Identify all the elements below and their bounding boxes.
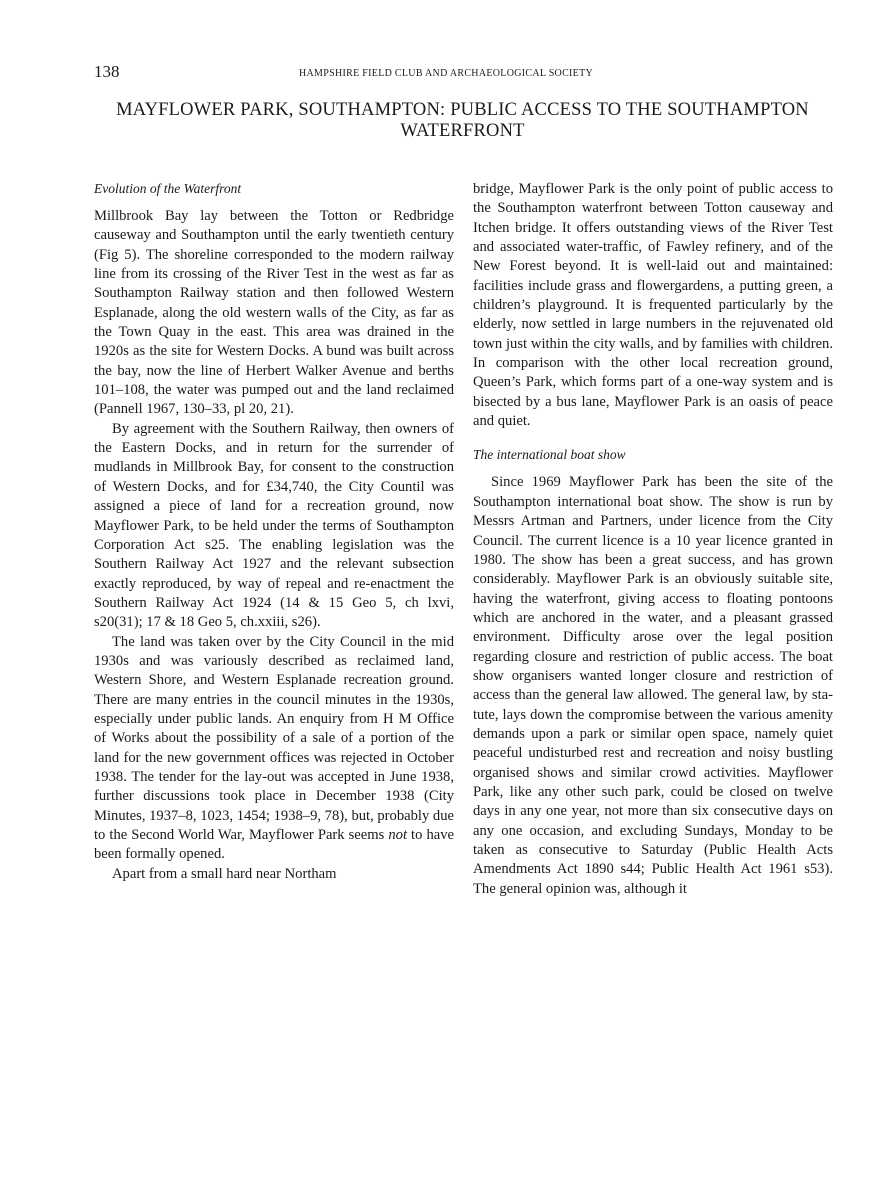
page-number: 138 bbox=[94, 62, 120, 81]
paragraph: Apart from a small hard near Northam bbox=[112, 865, 337, 882]
paragraph: Millbrook Bay lay between the Totton or Redbridge causeway and Southampton until the early twentieth century (Fig 5). The shoreline corresponded to the modern railway line from its crossing of the River Test in the west as far as Southampton Railway station and then followed Western Esplanade, along the old western walls of the City, as far as the Town Quay in the east. This area was drained in the 1920s as the site for Western Docks. A bund was built across the bay, now the line of Herbert Walker Avenue and berths 101–108, the water was pumped out and the land reclaimed (Pannell 1967, 130–33, pl 20, 21). bbox=[94, 208, 454, 418]
running-head: HAMPSHIRE FIELD CLUB AND ARCHAEOLOGICAL SOCIETY bbox=[299, 68, 594, 79]
article-title: MAYFLOWER PARK, SOUTHAMPTON: PUBLIC ACCESS TO THE SOUTHAMPTON WATERFRONT bbox=[116, 100, 809, 141]
paragraph-text: The land was taken over by the City Council in the mid 1930s and was variously described as reclaimed land, Western Shore, and Western Esplanade recreation ground. There are many entries in the council minutes in the 1930s, especially under public lands. An enquiry from H M Office of Works about the possibility of a sale of a portion of the land for the new government offices was rejected in October 1938. The tender for the lay-out was accepted in June 1938, further discussions took place in December 1938 (City Minutes, 1937–8, 1023, 1454; 1938–9, 78), but, probably due to the Second World War, Mayflower Park seems bbox=[94, 633, 454, 843]
section-heading-evolution: Evolution of the Waterfront bbox=[94, 181, 242, 196]
paragraph-text: to have been formally opened. bbox=[94, 827, 454, 863]
emphasis-text: not bbox=[388, 827, 407, 843]
paragraph: Since 1969 Mayflower Park has been the site of the Southampton international boat show. The show is run by Messrs Artman and Partners, under licence from the City Council. The current licence is a 10 year licence granted in 1980. The show has been a great success, and has grown considerably. Mayflower Park is an obviously suitable site, having the waterfront, giving access to floating pontoons which are anchored in the water, and a pleasant grassed environment. Difficulty arose over the legal position regarding closure and restriction of public access. The boat show organisers wanted longer closure and restriction of access than the general law allowed. The general law, by statute, lays down the compromise between the various amenity demands upon a park or similar open space, namely quiet peaceful undisturbed rest and recreation and noisy bustling organised shows and similar crowd activities. Mayflower Park, like any other such park, could be closed on twelve days in any one year, not more than six consecutive days on any one occasion, and excluding Sundays, Monday to be taken as consecutive to Saturday (Public Health Acts Amendments Act 1890 s44; Public Health Act 1961 s53). The general opinion was, although it bbox=[473, 474, 833, 897]
paragraph: By agreement with the Southern Railway, then owners of the Eastern Docks, and in return for the surrender of mudlands in Millbrook Bay, for consent to the construction of Western Docks, and for £34,740, the City Countil was assigned a piece of land for a recreation ground, now Mayflower Park, to be held under the terms of Southampton Corporation Act s25. The enabling legislation was the Southern Railway Act 1927 and the relevant subsection exactly reproduced, by way of repeal and re-enactment the Southern Railway Act 1924 (14 & 15 Geo 5, ch lxvi, s20(31); 17 & 18 Geo 5, ch.xxiii, s26). bbox=[94, 420, 454, 631]
section-heading-boat-show: The international boat show bbox=[473, 447, 626, 463]
left-column bbox=[94, 180, 454, 884]
paragraph: bridge, Mayflower Park is the only point of public access to the Southampton waterfront between Totton causeway and Itchen bridge. It offers outstanding views of the River Test and associated water-traffic, of Fawley refinery, and of the New Forest beyond. It is well-laid out and maintained: facilities include grass and flowergardens, a putting green, a children’s playground. It is frequented particularly by the elderly, now settled in large numbers in the rejuvenated old town just within the city walls, and by families with children. In comparison with the other local recreation ground, Queen’s Park, which forms part of a one-way system and is bisected by a bus lane, Mayflower Park is an oasis of peace and quiet. bbox=[473, 181, 833, 430]
right-column bbox=[473, 180, 833, 899]
page-header bbox=[94, 62, 834, 84]
paragraph bbox=[94, 633, 454, 865]
